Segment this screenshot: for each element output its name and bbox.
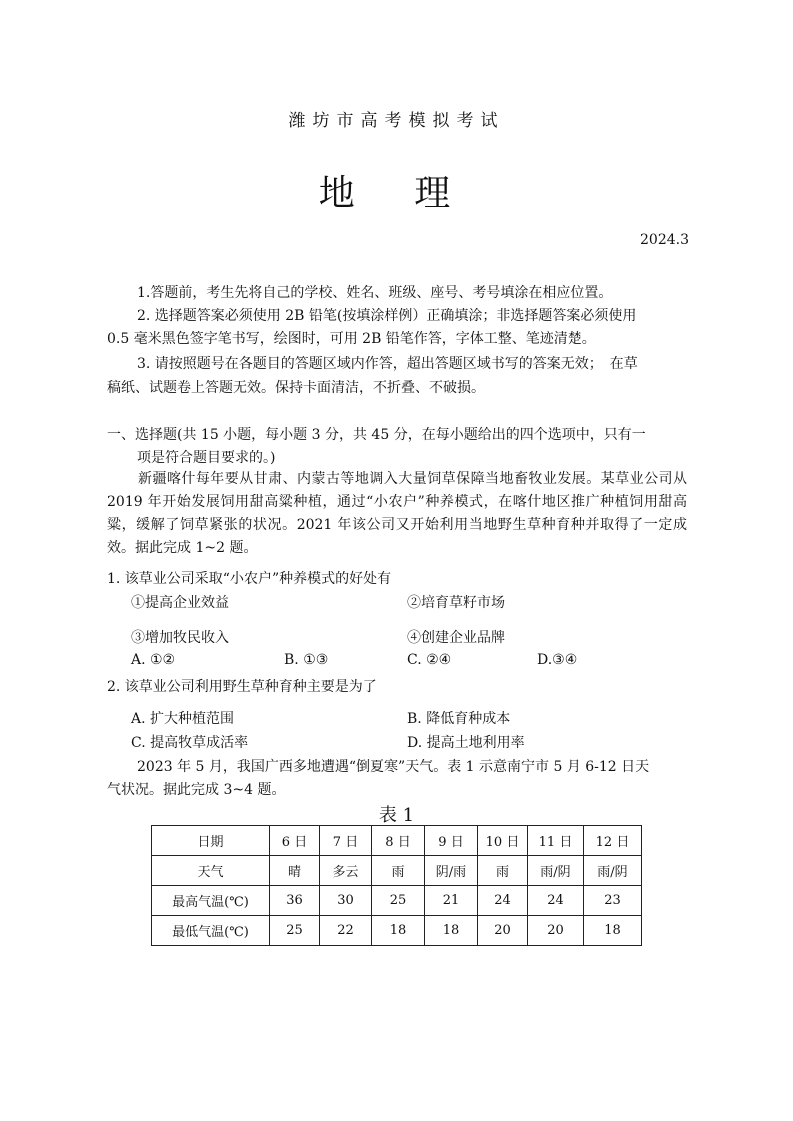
note-2: 2. 选择题答案必须使用 2B 铅笔(按填涂样例）正确填涂；非选择题答案必须使用 <box>137 308 637 324</box>
table-cell: 25 <box>270 916 320 946</box>
exam-date: 2024.3 <box>640 232 689 248</box>
table-cell: 12 日 <box>584 826 642 856</box>
table-cell: 日期 <box>152 826 270 856</box>
q1-item-4: ④创建企业品牌 <box>407 630 505 646</box>
table-cell: 雨/阴 <box>528 856 584 886</box>
table-cell: 雨 <box>372 856 425 886</box>
table-cell: 30 <box>320 886 372 916</box>
section-heading-cont: 项是符合题目要求的。) <box>137 450 276 466</box>
table-cell: 22 <box>320 916 372 946</box>
table-cell: 雨 <box>478 856 528 886</box>
table-cell: 阴/雨 <box>425 856 478 886</box>
note-3-cont: 稿纸、试题卷上答题无效。保持卡面清洁，不折叠、不破损。 <box>107 380 485 396</box>
weather-table <box>151 825 642 946</box>
table-cell: 晴 <box>270 856 320 886</box>
table-cell: 最低气温(℃) <box>152 916 270 946</box>
q1-choice-d: D.③④ <box>537 652 578 668</box>
table-cell: 24 <box>528 886 584 916</box>
passage-2-cont: 气状况。据此完成 3~4 题。 <box>107 782 286 798</box>
table-cell: 9 日 <box>425 826 478 856</box>
subject-title: 地 理 <box>318 173 475 214</box>
table-cell: 多云 <box>320 856 372 886</box>
q1-choice-a: A. ①② <box>131 652 176 668</box>
passage-1: 新疆喀什每年要从甘肃、内蒙古等地调入大量饲草保障当地畜牧业发展。某草业公司从 2019 年开始发展饲用甜高粱种植，通过“小农户”种养模式，在喀什地区推广种植饲用甜高粱，缓解了饲草紧张的状况。2021 年该公司又开始利用当地野生草种育种并取得了一定成效。据此完成 1~2 题。 <box>107 471 687 556</box>
exam-title: 潍坊市高考模拟考试 <box>288 111 505 131</box>
q1-item-2: ②培育草籽市场 <box>407 595 505 611</box>
table-cell: 36 <box>270 886 320 916</box>
table-row-weather <box>152 856 642 886</box>
q2-choice-b: B. 降低育种成本 <box>407 711 511 727</box>
table-cell: 23 <box>584 886 642 916</box>
note-3: 3. 请按照题号在各题目的答题区域内作答，超出答题区域书写的答案无效； 在草 <box>137 356 638 372</box>
table-row-min-temp <box>152 916 642 946</box>
q1-item-1: ①提高企业效益 <box>131 595 229 611</box>
table-cell: 最高气温(℃) <box>152 886 270 916</box>
q1-choice-c: C. ②④ <box>407 652 452 668</box>
table-cell: 天气 <box>152 856 270 886</box>
question-2-stem: 2. 该草业公司利用野生草种育种主要是为了 <box>107 679 377 695</box>
q1-choice-b: B. ①③ <box>284 652 329 668</box>
table-cell: 8 日 <box>372 826 425 856</box>
note-1: 1.答题前，考生先将自己的学校、姓名、班级、座号、考号填涂在相应位置。 <box>137 285 613 301</box>
passage-2: 2023 年 5 月，我国广西多地遭遇“倒夏寒”天气。表 1 示意南宁市 5 月 6-12 日天 <box>137 759 650 775</box>
table-cell: 21 <box>425 886 478 916</box>
q2-choice-a: A. 扩大种植范围 <box>131 711 235 727</box>
table-row-max-temp <box>152 886 642 916</box>
table-cell: 24 <box>478 886 528 916</box>
table-cell: 25 <box>372 886 425 916</box>
table-cell: 18 <box>584 916 642 946</box>
table-caption: 表 1 <box>378 805 415 826</box>
table-cell: 雨/阴 <box>584 856 642 886</box>
table-cell: 20 <box>528 916 584 946</box>
table-cell: 10 日 <box>478 826 528 856</box>
table-cell: 6 日 <box>270 826 320 856</box>
note-2-cont: 0.5 毫米黑色签字笔书写，绘图时，可用 2B 铅笔作答，字体工整、笔迹清楚。 <box>107 331 596 347</box>
question-1-stem: 1. 该草业公司采取“小农户”种养模式的好处有 <box>107 571 392 587</box>
table-cell: 11 日 <box>528 826 584 856</box>
table-cell: 18 <box>425 916 478 946</box>
section-heading: 一、选择题(共 15 小题，每小题 3 分，共 45 分，在每小题给出的四个选项中，只有一 <box>107 427 646 443</box>
q2-choice-d: D. 提高土地利用率 <box>407 735 525 751</box>
table-cell: 20 <box>478 916 528 946</box>
table-cell: 7 日 <box>320 826 372 856</box>
table-cell: 18 <box>372 916 425 946</box>
table-row-date <box>152 826 642 856</box>
q1-item-3: ③增加牧民收入 <box>131 630 229 646</box>
q2-choice-c: C. 提高牧草成活率 <box>131 735 249 751</box>
